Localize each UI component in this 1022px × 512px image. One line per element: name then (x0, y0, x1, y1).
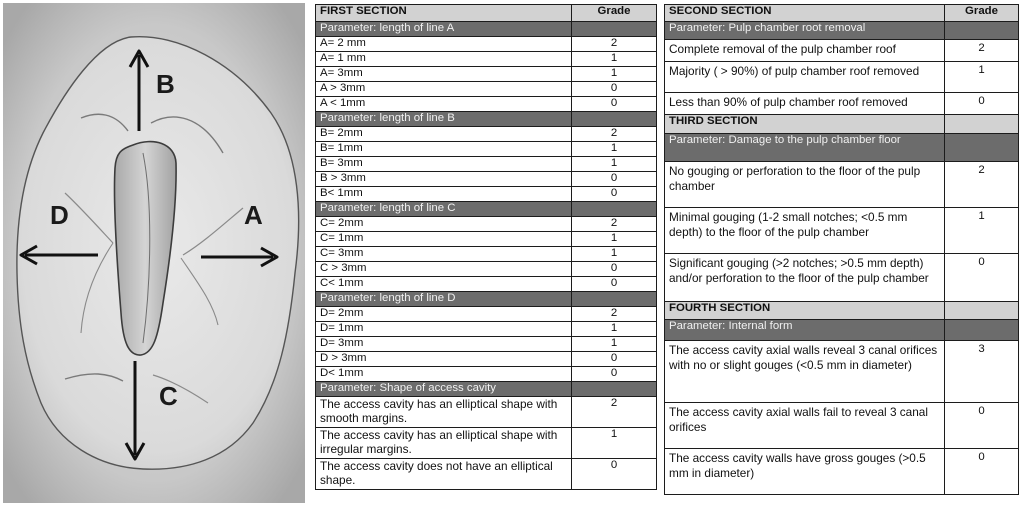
table-row: The access cavity does not have an elliptical shape. 0 (316, 459, 657, 490)
label-d: D (50, 200, 69, 230)
label-c: C (159, 381, 178, 411)
parameter-internal-form: Parameter: Internal form (665, 320, 945, 341)
parameter-shape: Parameter: Shape of access cavity (316, 382, 572, 397)
table-row: The access cavity axial walls reveal 3 canal orifices with no or slight gouges (<0.5 mm in diameter) 3 (665, 341, 1019, 403)
table-row: Significant gouging (>2 notches; >0.5 mm depth) and/or perforation to the floor of the pulp chamber 0 (665, 254, 1019, 302)
table-row: A= 1 mm 1 (316, 52, 657, 67)
first-section-title: FIRST SECTION (316, 5, 572, 22)
table-row: B= 1mm 1 (316, 142, 657, 157)
third-section-title: THIRD SECTION (665, 115, 945, 134)
table-row: C > 3mm 0 (316, 262, 657, 277)
table-row: C< 1mm 0 (316, 277, 657, 292)
parameter-line-d: Parameter: length of line D (316, 292, 572, 307)
table-row: B< 1mm 0 (316, 187, 657, 202)
table-row: A= 2 mm 2 (316, 37, 657, 52)
table-row: D= 3mm 1 (316, 337, 657, 352)
table-row: Majority ( > 90%) of pulp chamber roof removed 1 (665, 62, 1019, 93)
first-section-table (315, 4, 657, 490)
second-grade-header: Grade (945, 5, 1019, 22)
parameter-line-b: Parameter: length of line B (316, 112, 572, 127)
second-section-title: SECOND SECTION (665, 5, 945, 22)
second-section-table (664, 4, 1019, 495)
first-grade-header: Grade (572, 5, 657, 22)
table-row: A < 1mm 0 (316, 97, 657, 112)
table-row: D= 2mm 2 (316, 307, 657, 322)
table-row: Complete removal of the pulp chamber roof 2 (665, 40, 1019, 62)
label-b: B (156, 69, 175, 99)
table-row: A= 3mm 1 (316, 67, 657, 82)
parameter-pulp-chamber-roof: Parameter: Pulp chamber root removal (665, 22, 945, 40)
parameter-pulp-chamber-floor: Parameter: Damage to the pulp chamber floor (665, 134, 945, 162)
table-row: Minimal gouging (1-2 small notches; <0.5 mm depth) to the floor of the pulp chamber 1 (665, 208, 1019, 254)
table-row: The access cavity axial walls fail to reveal 3 canal orifices 0 (665, 403, 1019, 449)
fourth-section-title: FOURTH SECTION (665, 302, 945, 320)
table-row: A > 3mm 0 (316, 82, 657, 97)
table-row: B= 3mm 1 (316, 157, 657, 172)
parameter-line-c: Parameter: length of line C (316, 202, 572, 217)
table-row: Less than 90% of pulp chamber roof removed 0 (665, 93, 1019, 115)
table-row: D > 3mm 0 (316, 352, 657, 367)
table-row: No gouging or perforation to the floor of the pulp chamber 2 (665, 162, 1019, 208)
table-row: D= 1mm 1 (316, 322, 657, 337)
table-row: C= 2mm 2 (316, 217, 657, 232)
table-row: B > 3mm 0 (316, 172, 657, 187)
table-row: The access cavity has an elliptical shape with irregular margins. 1 (316, 428, 657, 459)
tooth-illustration (3, 3, 305, 503)
table-row: B= 2mm 2 (316, 127, 657, 142)
table-row: D< 1mm 0 (316, 367, 657, 382)
table-row: The access cavity has an elliptical shape with smooth margins. 2 (316, 397, 657, 428)
parameter-line-a: Parameter: length of line A (316, 22, 572, 37)
table-row: The access cavity walls have gross gouges (>0.5 mm in diameter) 0 (665, 449, 1019, 495)
tooth-access-cavity-photo (3, 3, 305, 503)
label-a: A (244, 200, 263, 230)
table-row: C= 1mm 1 (316, 232, 657, 247)
table-row: C= 3mm 1 (316, 247, 657, 262)
